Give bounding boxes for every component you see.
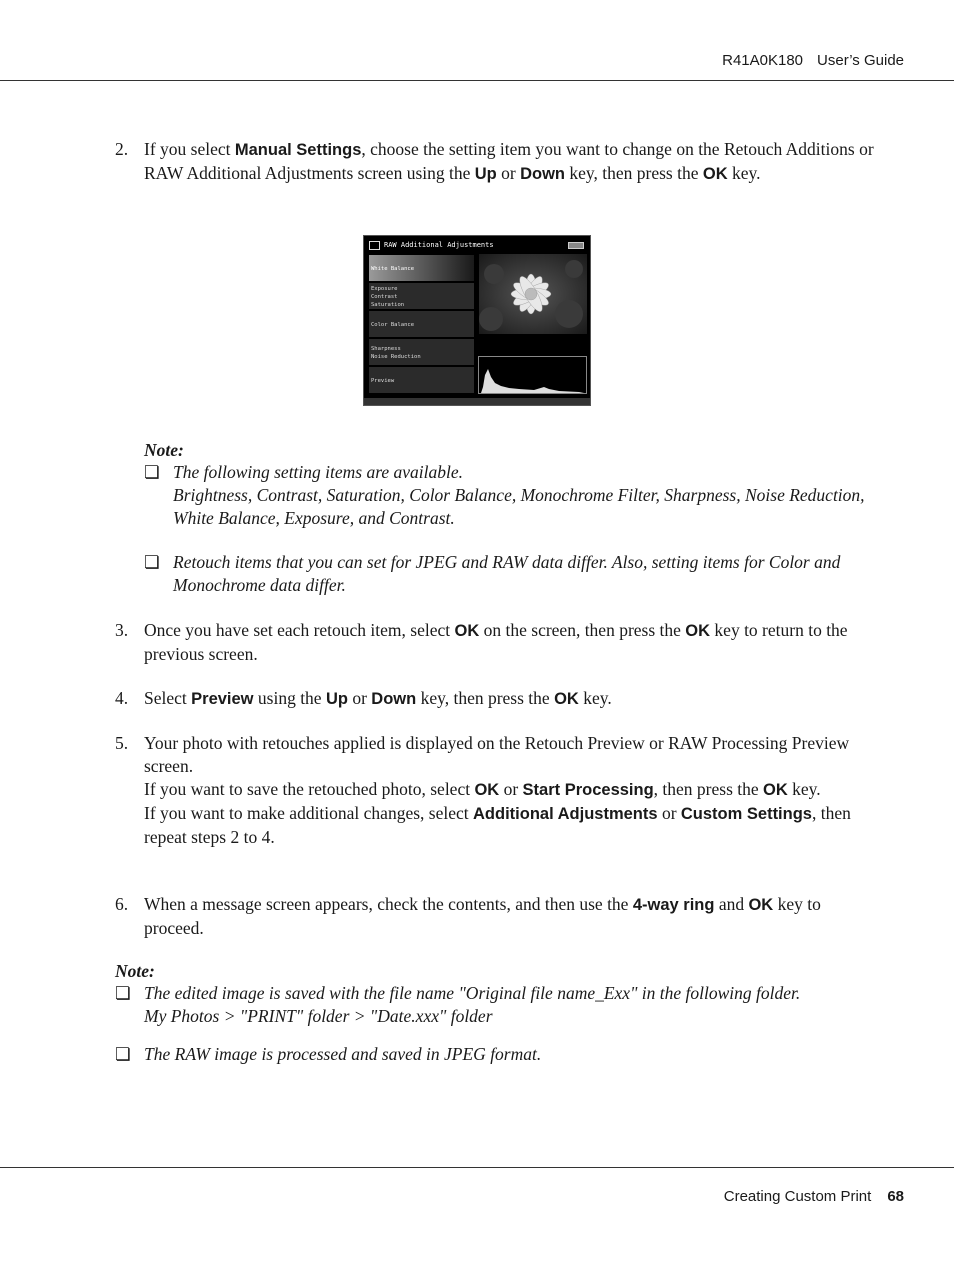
note-title: Note: — [115, 961, 155, 981]
step-text: Your photo with retouches applied is displayed on the Retouch Preview or RAW Processing Preview screen. If you want to save the retouched photo, select OK or Start Processing, then press the OK key. If you want to make additional changes, select Additional Adjustments or Custom Settings, then repeat steps 2 to 4. — [144, 733, 851, 847]
section-name: Creating Custom Print — [723, 1188, 872, 1205]
header-rule — [0, 80, 954, 81]
histogram — [478, 356, 587, 394]
step-text: When a message screen appears, check the contents, and then use the 4-way ring and OK key to proceed. — [144, 894, 821, 938]
page-header — [722, 52, 904, 69]
note-1 — [144, 439, 884, 462]
page-footer — [724, 1188, 904, 1205]
note-2-bullet-2 — [115, 1043, 885, 1068]
checkbox-bullet-icon: ❏ — [115, 1044, 131, 1064]
battery-icon — [568, 242, 584, 249]
step-number: 3. — [115, 620, 129, 640]
step-5 — [115, 732, 885, 872]
step-6 — [115, 893, 885, 941]
note-title: Note: — [144, 440, 184, 460]
note-2 — [115, 960, 885, 983]
step-text: Once you have set each retouch item, select OK on the screen, then press the OK key to return to the previous screen. — [144, 620, 848, 664]
checkbox-bullet-icon: ❏ — [115, 983, 131, 1003]
step-3 — [115, 619, 885, 667]
edit-icon — [369, 241, 380, 250]
step-2 — [115, 138, 885, 208]
menu-item-white-balance: White Balance — [369, 255, 474, 281]
step-number: 4. — [115, 688, 129, 708]
screen-title: RAW Additional Adjustments — [369, 239, 494, 252]
step-4 — [115, 687, 885, 712]
step-number: 2. — [115, 139, 129, 159]
bullet-line: The following setting items are available. — [173, 462, 464, 482]
step-text: Select Preview using the Up or Down key, then press the OK key. — [144, 688, 612, 708]
footer-rule — [0, 1167, 954, 1168]
bullet-line: Brightness, Contrast, Saturation, Color Balance, Monochrome Filter, Sharpness, Noise Reduction, White Balance, Exposure, and Contrast. — [173, 485, 865, 528]
note-2-bullet-1 — [115, 982, 885, 1030]
guide-title: User’s Guide — [817, 52, 904, 69]
menu-item-exposure-group: Exposure Contrast Saturation — [369, 283, 474, 309]
step-number: 6. — [115, 894, 129, 914]
step-text: If you select Manual Settings, choose the setting item you want to change on the Retouch Additions or RAW Additional Adjustments screen using the Up or Down key, then press the OK key. — [144, 139, 874, 183]
menu-item-color-balance: Color Balance — [369, 311, 474, 337]
note-1-bullet-2 — [144, 551, 884, 601]
doc-id: R41A0K180 — [722, 52, 804, 69]
checkbox-bullet-icon: ❏ — [144, 552, 160, 572]
bullet-text: Retouch items that you can set for JPEG and RAW data differ. Also, setting items for Color and Monochrome data differ. — [173, 552, 841, 595]
step-number: 5. — [115, 733, 129, 753]
checkbox-bullet-icon: ❏ — [144, 462, 160, 482]
page-number: 68 — [887, 1188, 904, 1205]
raw-adjustments-screen — [363, 235, 591, 406]
note-1-bullet-1 — [144, 461, 884, 531]
menu-item-preview: Preview — [369, 367, 474, 393]
bullet-line: The edited image is saved with the file name "Original file name_Exx" in the following folder. — [144, 983, 801, 1003]
bullet-line: My Photos > "PRINT" folder > "Date.xxx" folder — [144, 1006, 493, 1026]
bullet-text: The RAW image is processed and saved in JPEG format. — [144, 1044, 542, 1064]
screen-status-bar — [364, 398, 590, 405]
menu-item-sharpness-group: Sharpness Noise Reduction — [369, 339, 474, 365]
preview-photo — [479, 254, 587, 334]
screen-menu — [369, 255, 474, 395]
